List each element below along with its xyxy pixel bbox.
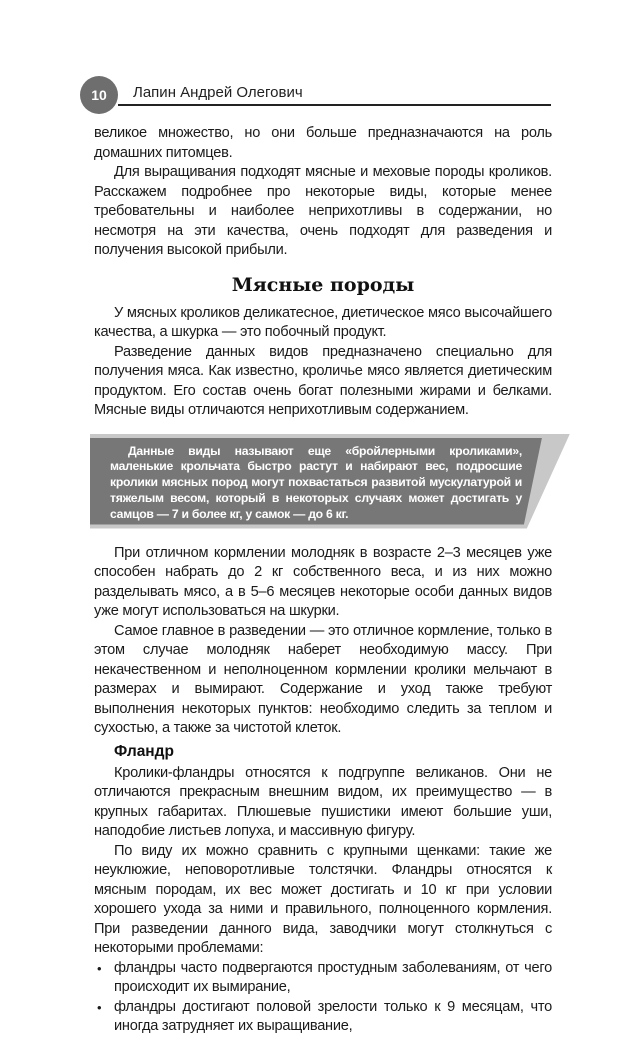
bullet-list <box>94 959 552 1037</box>
header-rule <box>118 104 551 106</box>
page-number: 10 <box>80 76 118 114</box>
callout-text: Данные виды называют еще «бройлерными кроликами», маленькие крольчата быстро растут и набирают вес, подросшие кролики мясных пород могут похвастаться развитой мускулатурой и тяжелым весом, который в некоторых случаях может достигать у самцов — 7 и более кг, у самок — до 6 кг. <box>110 443 522 521</box>
subsection-heading: Фландр <box>114 742 174 760</box>
list-item <box>94 998 552 1037</box>
paragraph: Самое главное в разведении — это отличное кормление, только в этом случае молодняк наберет необходимую массу. При некачественном и неполноценном кормлении кролики мельчают в размерах и вымирают. Содержание и уход также требуют выполнения некоторых пунктов: необходимо следить за теплом и сухостью, а также за чистотой клеток. <box>94 622 552 736</box>
paragraph: У мясных кроликов деликатесное, диетическое мясо высочайшего качества, а шкурка — это побочный продукт. <box>94 304 552 340</box>
paragraph: При отличном кормлении молодняк в возрасте 2–3 месяцев уже способен набрать до 2 кг собственного веса, и из них можно разделывать мясо, а в 5–6 месяцев некоторые особи данных видов уже могут использоваться на шкурки. <box>94 544 552 619</box>
paragraph: Для выращивания подходят мясные и меховые породы кроликов. Расскажем подробнее про некоторые виды, которые менее требовательны и наиболее неприхотливы в содержании, но несмотря на эти качества, очень подходят для разведения и получения высокой прибыли. <box>94 164 552 258</box>
paragraph: Кролики-фландры относятся к подгруппе великанов. Они не отличаются прекрасным внешним видом, их преимущество — в крупных габаритах. Плюшевые пушистики имеют большие уши, наподобие листьев лопуха, и массивную фигуру. <box>94 764 552 839</box>
paragraph: великое множество, но они больше предназначаются на роль домашних питомцев. <box>94 125 552 161</box>
running-head-author: Лапин Андрей Олегович <box>133 84 303 101</box>
page-content <box>94 124 552 1037</box>
bullet-icon: • <box>97 999 102 1015</box>
list-item <box>94 959 552 998</box>
paragraph: Разведение данных видов предназначено специально для получения мяса. Как известно, кроличье мясо является диетическим продуктом. Его состав очень богат полезными жирами и белками. Мясные виды отличаются неприхотливым содержанием. <box>94 343 552 418</box>
list-item-text: фландры достигают половой зрелости только к 9 месяцам, что иногда затрудняет их выращивание, <box>114 998 552 1034</box>
section-heading: Мясные породы <box>231 273 415 296</box>
paragraph: По виду их можно сравнить с крупными щенками: такие же неуклюжие, неповоротливые толстячки. Фландры относятся к мясным породам, их вес может достигать и 10 кг при условии хорошего ухода за ними и правильного, полноценного кормления. При разведении данного вида, заводчики могут столкнуться с некоторыми проблемами: <box>94 842 552 956</box>
callout-box <box>90 434 570 529</box>
bullet-icon: • <box>97 960 102 976</box>
list-item-text: фландры часто подвергаются простудным заболеваниям, от чего происходит их вымирание, <box>114 959 552 995</box>
